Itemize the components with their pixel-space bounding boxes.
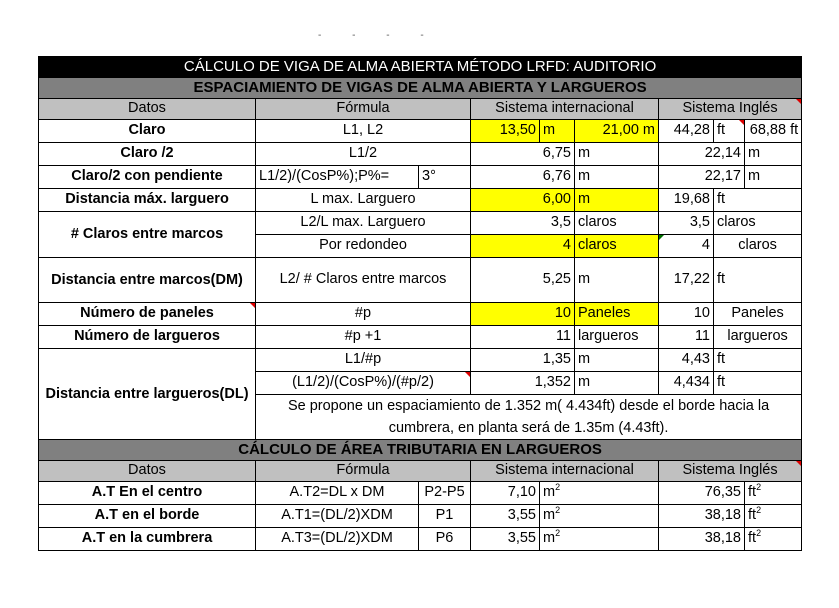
col-formula: Fórmula xyxy=(256,99,471,120)
col-formula: Fórmula xyxy=(256,461,471,482)
si-unit: m xyxy=(575,189,659,212)
si-unit: $m^2$ xyxy=(540,482,659,505)
row-distancia-marcos xyxy=(39,258,802,303)
en-value-l2: 68,88 ft xyxy=(745,120,802,143)
col-datos: Datos xyxy=(39,99,256,120)
row-claros-marcos-1 xyxy=(39,212,802,235)
en-unit: ft xyxy=(714,189,802,212)
formula-cell: L2/ # Claros entre marcos xyxy=(256,258,471,303)
col-si: Sistema internacional xyxy=(471,99,659,120)
si-unit: m xyxy=(575,349,659,372)
row-distancia-largueros-1 xyxy=(39,349,802,372)
si-value: 3,5 xyxy=(471,212,575,235)
en-value: 11 xyxy=(659,326,714,349)
row-numero-paneles xyxy=(39,303,802,326)
spreadsheet xyxy=(38,56,801,551)
formula-cell: (L1/2)/(CosP%)/(#p/2) xyxy=(256,372,471,395)
si-unit: Paneles xyxy=(575,303,659,326)
en-value: 4,434 xyxy=(659,372,714,395)
si-value[interactable]: 4 xyxy=(471,235,575,258)
en-unit: ft xyxy=(714,372,802,395)
si-value: 3,55 xyxy=(471,505,540,528)
si-value: 1,352 xyxy=(471,372,575,395)
formula-cell: L2/L max. Larguero xyxy=(256,212,471,235)
row-label: Claro /2 xyxy=(39,143,256,166)
si-unit: $m^2$ xyxy=(540,505,659,528)
si-value: 6,76 xyxy=(471,166,575,189)
formula-cell: A.T2=DL x DM xyxy=(256,482,419,505)
en-value-l1: 44,28 xyxy=(659,120,714,143)
si-value[interactable]: 6,00 xyxy=(471,189,575,212)
en-value: 38,18 xyxy=(659,528,745,551)
en-unit: $ft^2$ xyxy=(745,482,802,505)
row-numero-largueros xyxy=(39,326,802,349)
si-value: 5,25 xyxy=(471,258,575,303)
si-value: 7,10 xyxy=(471,482,540,505)
en-value: 10 xyxy=(659,303,714,326)
formula-cell: L1/2 xyxy=(256,143,471,166)
col-en: Sistema Inglés xyxy=(659,99,802,120)
row-label: Número de paneles xyxy=(39,303,256,326)
row-label: Claro xyxy=(39,120,256,143)
row-label: # Claros entre marcos xyxy=(39,212,256,258)
si-unit: m xyxy=(575,372,659,395)
panel-ref: P2-P5 xyxy=(419,482,471,505)
area-row-cumbrera xyxy=(39,528,802,551)
formula-cell: L1/#p xyxy=(256,349,471,372)
panel-ref: P6 xyxy=(419,528,471,551)
row-label: Claro/2 con pendiente xyxy=(39,166,256,189)
en-value: 19,68 xyxy=(659,189,714,212)
en-value: 22,14 xyxy=(659,143,745,166)
row-label: Distancia máx. larguero xyxy=(39,189,256,212)
row-label: A.T en el borde xyxy=(39,505,256,528)
si-unit: m xyxy=(540,120,575,143)
row-distancia-max xyxy=(39,189,802,212)
en-unit: m xyxy=(745,143,802,166)
en-unit: $ft^2$ xyxy=(745,505,802,528)
si-unit: m xyxy=(575,143,659,166)
formula-cell: L1, L2 xyxy=(256,120,471,143)
panel-ref: P1 xyxy=(419,505,471,528)
si-value: 6,75 xyxy=(471,143,575,166)
si-unit: m xyxy=(575,166,659,189)
col-en: Sistema Inglés xyxy=(659,461,802,482)
en-value: 22,17 xyxy=(659,166,745,189)
si-value: 1,35 xyxy=(471,349,575,372)
section-spacing-header: ESPACIAMIENTO DE VIGAS DE ALMA ABIERTA Y LARGUEROS xyxy=(39,78,802,99)
row-claro-2 xyxy=(39,143,802,166)
si-value-l2[interactable]: 21,00 m xyxy=(575,120,659,143)
en-value: 3,5 xyxy=(659,212,714,235)
header-dots: - - - - xyxy=(318,30,438,41)
en-unit: claros xyxy=(714,212,802,235)
row-claro xyxy=(39,120,802,143)
si-unit: claros xyxy=(575,235,659,258)
en-unit: ft xyxy=(714,120,745,143)
formula-cell: A.T1=(DL/2)XDM xyxy=(256,505,419,528)
si-unit: m xyxy=(575,258,659,303)
en-unit: largueros xyxy=(714,326,802,349)
formula-cell: A.T3=(DL/2)XDM xyxy=(256,528,419,551)
col-si: Sistema internacional xyxy=(471,461,659,482)
area-row-borde xyxy=(39,505,802,528)
en-unit: claros xyxy=(714,235,802,258)
en-unit: m xyxy=(745,166,802,189)
en-unit: ft xyxy=(714,349,802,372)
formula-cell: #p +1 xyxy=(256,326,471,349)
formula-cell: L max. Larguero xyxy=(256,189,471,212)
row-label: Distancia entre marcos(DM) xyxy=(39,258,256,303)
en-unit: ft xyxy=(714,258,802,303)
si-value: 11 xyxy=(471,326,575,349)
en-value: 4 xyxy=(659,235,714,258)
row-label: Distancia entre largueros(DL) xyxy=(39,349,256,440)
row-label: Número de largueros xyxy=(39,326,256,349)
row-label: A.T En el centro xyxy=(39,482,256,505)
section-area-header: CÁLCULO DE ÁREA TRIBUTARIA EN LARGUEROS xyxy=(39,440,802,461)
col-datos: Datos xyxy=(39,461,256,482)
formula-cell: L1/2)/(CosP%);P%= xyxy=(256,166,419,189)
row-label: A.T en la cumbrera xyxy=(39,528,256,551)
en-value: 17,22 xyxy=(659,258,714,303)
en-value: 4,43 xyxy=(659,349,714,372)
row-claro-2-pendiente xyxy=(39,166,802,189)
en-unit: Paneles xyxy=(714,303,802,326)
si-unit: $m^2$ xyxy=(540,528,659,551)
en-value: 76,35 xyxy=(659,482,745,505)
en-value: 38,18 xyxy=(659,505,745,528)
page-title: CÁLCULO DE VIGA DE ALMA ABIERTA MÉTODO LRFD: AUDITORIO xyxy=(39,57,802,78)
si-value: 3,55 xyxy=(471,528,540,551)
si-unit: claros xyxy=(575,212,659,235)
slope-percent[interactable]: 3° xyxy=(419,166,471,189)
area-row-centro xyxy=(39,482,802,505)
si-unit: largueros xyxy=(575,326,659,349)
si-value-l1[interactable]: 13,50 xyxy=(471,120,540,143)
spacing-note: Se propone un espaciamiento de 1.352 m( 4.434ft) desde el borde hacia la cumbrera, en planta será de 1.35m (4.43ft). xyxy=(256,395,802,440)
formula-cell: Por redondeo xyxy=(256,235,471,258)
si-value[interactable]: 10 xyxy=(471,303,575,326)
calc-table xyxy=(38,56,802,551)
formula-cell: #p xyxy=(256,303,471,326)
en-unit: $ft^2$ xyxy=(745,528,802,551)
